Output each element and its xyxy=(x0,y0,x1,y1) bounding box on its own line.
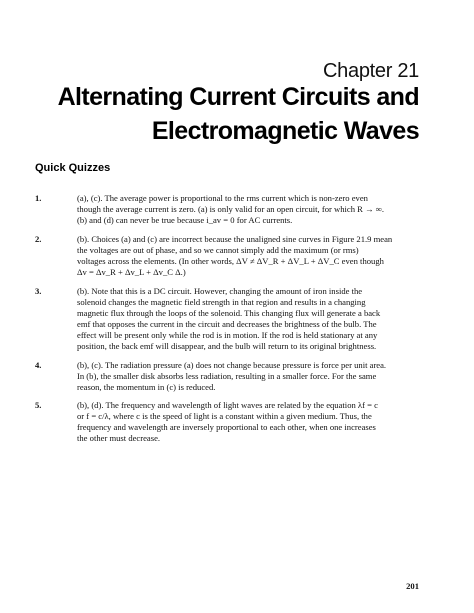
quiz-list xyxy=(35,193,425,452)
quiz-line: position, the back emf will disappear, and the bulb will return to its original brightness. xyxy=(77,341,377,351)
quiz-line: (b) and (d) can never be true because i_av = 0 for AC currents. xyxy=(77,215,293,225)
quiz-number: 5. xyxy=(35,400,42,410)
quiz-line: (b), (d). The frequency and wavelength of light waves are related by the equation λf = c xyxy=(77,400,378,410)
quiz-answer xyxy=(77,286,425,352)
quiz-line: though the average current is zero. (a) is only valid for an open circuit, for which R → ∞. xyxy=(77,204,385,214)
quiz-number: 4. xyxy=(35,360,42,370)
quiz-line: the voltages are out of phase, and so we cannot simply add the maximum (or rms) xyxy=(77,245,359,255)
quiz-line: magnetic flux through the loops of the solenoid. This changing flux will generate a back xyxy=(77,308,381,318)
quiz-line: (b). Choices (a) and (c) are incorrect because the unaligned sine curves in Figure 21.9 mean xyxy=(77,234,393,244)
chapter-title-line-1: Alternating Current Circuits and xyxy=(57,83,419,111)
quiz-answer xyxy=(77,400,425,444)
quiz-item-4 xyxy=(35,360,425,393)
quiz-line: voltages across the elements. (In other words, ΔV ≠ ΔV_R + ΔV_L + ΔV_C even though xyxy=(77,256,384,266)
quiz-number: 3. xyxy=(35,286,42,296)
section-heading: Quick Quizzes xyxy=(35,162,111,174)
quiz-answer xyxy=(77,234,425,278)
quiz-line: (a), (c). The average power is proportional to the rms current which is non-zero even xyxy=(77,193,368,203)
quiz-line: the other must decrease. xyxy=(77,433,161,443)
quiz-item-2 xyxy=(35,234,425,278)
quiz-item-3 xyxy=(35,286,425,352)
quiz-answer xyxy=(77,360,425,393)
page-number: 201 xyxy=(406,581,419,591)
quiz-item-1 xyxy=(35,193,425,226)
quiz-line: In (b), the smaller disk absorbs less radiation, resulting in a smaller force. For the same xyxy=(77,371,377,381)
quiz-line: Δv = Δv_R + Δv_L + Δv_C Δ.) xyxy=(77,267,186,277)
quiz-answer xyxy=(77,193,425,226)
quiz-line: (b). Note that this is a DC circuit. However, changing the amount of iron inside the xyxy=(77,286,363,296)
quiz-line: frequency and wavelength are inversely proportional to each other, when one increases xyxy=(77,422,376,432)
chapter-label: Chapter 21 xyxy=(323,60,419,82)
quiz-line: solenoid changes the magnetic field strength in that region and results in a changing xyxy=(77,297,366,307)
chapter-title xyxy=(39,80,419,148)
quiz-line: emf that opposes the current in the circuit and decreases the brightness of the bulb. The xyxy=(77,319,377,329)
quiz-line: or f = c/λ, where c is the speed of light is a constant within a given medium. Thus, the xyxy=(77,411,372,421)
quiz-line: effect will be present only while the rod is in motion. If the rod is held stationary at any xyxy=(77,330,378,340)
quiz-item-5 xyxy=(35,400,425,444)
quiz-number: 1. xyxy=(35,193,42,203)
chapter-title-line-2: Electromagnetic Waves xyxy=(151,117,419,145)
quiz-line: (b), (c). The radiation pressure (a) does not change because pressure is force per unit area. xyxy=(77,360,387,370)
quiz-line: reason, the momentum in (c) is reduced. xyxy=(77,382,216,392)
quiz-number: 2. xyxy=(35,234,42,244)
